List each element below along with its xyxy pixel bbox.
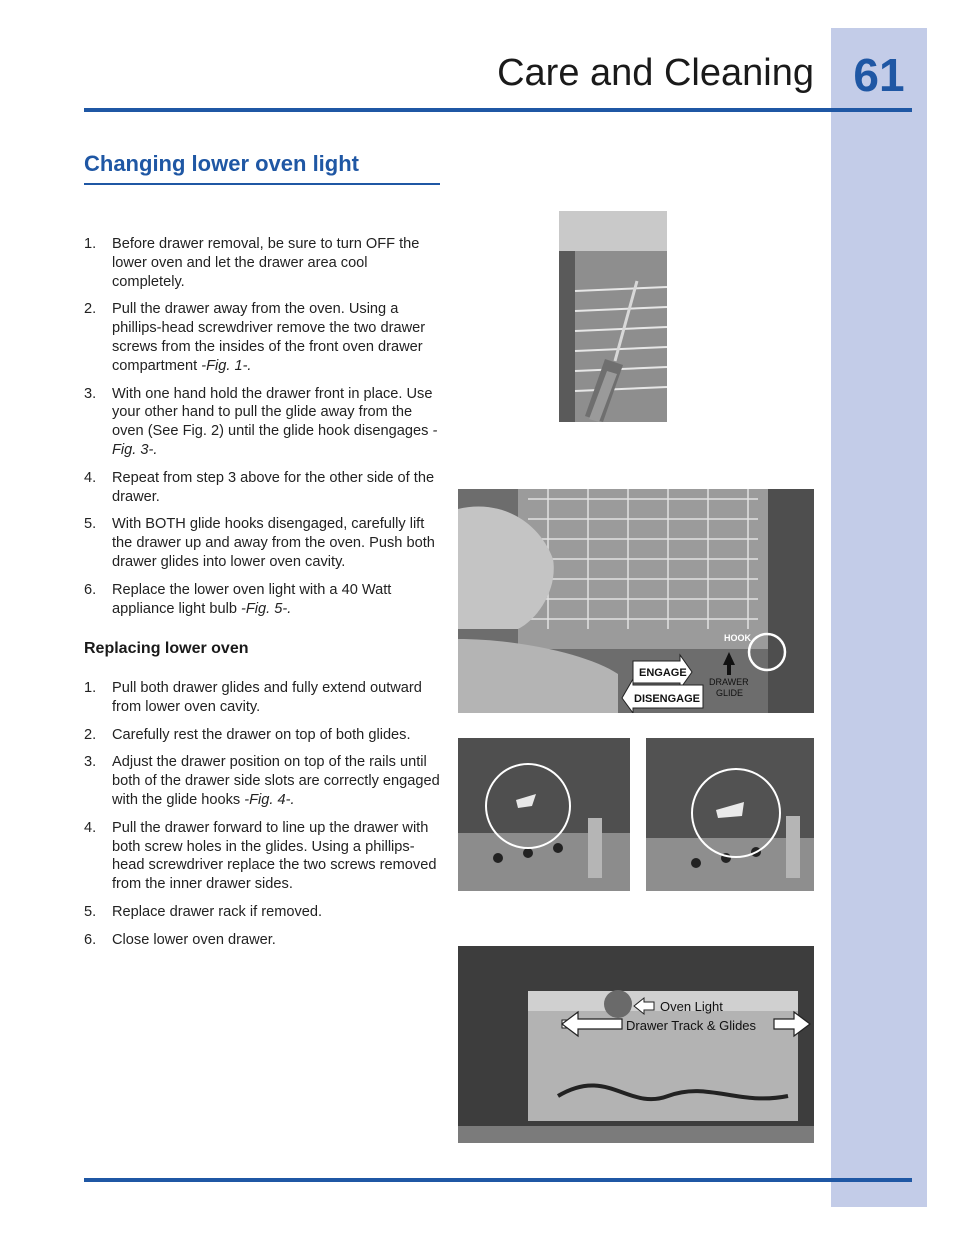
section-rule [84, 183, 440, 185]
hook-label: HOOK [724, 633, 751, 643]
engage-label: ENGAGE [639, 667, 687, 679]
slot-closeup-photo-left [458, 738, 630, 891]
removal-steps [84, 235, 442, 627]
glide-hook-photo [458, 489, 814, 713]
replacing-steps [84, 679, 442, 959]
oven-light-label: Oven Light [660, 999, 723, 1014]
list-item: 1. Before drawer removal, be sure to turn OFF the lower oven and let the drawer area cool completely. [84, 236, 420, 290]
section-title: Changing lower oven light [84, 151, 359, 176]
list-item: 2. Carefully rest the drawer on top of both glides. [84, 726, 411, 743]
slot-closeup-photo-right [646, 738, 814, 891]
list-item: 4. Repeat from step 3 above for the other side of the drawer. [84, 469, 435, 505]
replacing-subheading: Replacing lower oven [84, 640, 249, 657]
list-item: 5. With BOTH glide hooks disengaged, carefully lift the drawer up and away from the oven. Push both drawer glides into lower oven cavity. [84, 516, 435, 570]
list-item: 6. Replace the lower oven light with a 40 Watt appliance light bulb -Fig. 5-. [84, 581, 392, 617]
list-item: 2. Pull the drawer away from the oven. Using a phillips-head screwdriver remove the two drawer screws from the insides of the front oven drawer compartment -Fig. 1-. [84, 301, 426, 374]
drawer-glide-label-line2: GLIDE [716, 688, 744, 698]
page-number: 61 [853, 49, 905, 101]
list-item: 3. Adjust the drawer position on top of the rails until both of the drawer side slots are correctly engaged with the glide hooks -Fig. 4-. [84, 754, 440, 808]
list-item: 3. With one hand hold the drawer front in place. Use your other hand to pull the glide away from the oven (See Fig. 2) until the glide hook disengages -Fig. 3-. [84, 385, 438, 458]
list-item: 1. Pull both drawer glides and fully extend outward from lower oven cavity. [84, 680, 422, 715]
drawer-glide-label: DRAWER [709, 677, 749, 687]
page-title: Care and Cleaning [497, 52, 814, 94]
screwdriver-photo [559, 211, 667, 422]
list-item: 6. Close lower oven drawer. [84, 931, 276, 948]
list-item: 4. Pull the drawer forward to line up the drawer with both screw holes in the glides. Using a phillips-head screwdriver replace the two screws removed from the inner drawer sides. [84, 819, 437, 893]
list-item: 5. Replace drawer rack if removed. [84, 903, 323, 920]
oven-cavity-photo [458, 946, 814, 1143]
drawer-track-label: Drawer Track & Glides [626, 1018, 757, 1033]
header-rule [84, 108, 912, 112]
footer-rule [84, 1178, 912, 1182]
side-tab [831, 28, 927, 1207]
disengage-label: DISENGAGE [634, 693, 701, 705]
